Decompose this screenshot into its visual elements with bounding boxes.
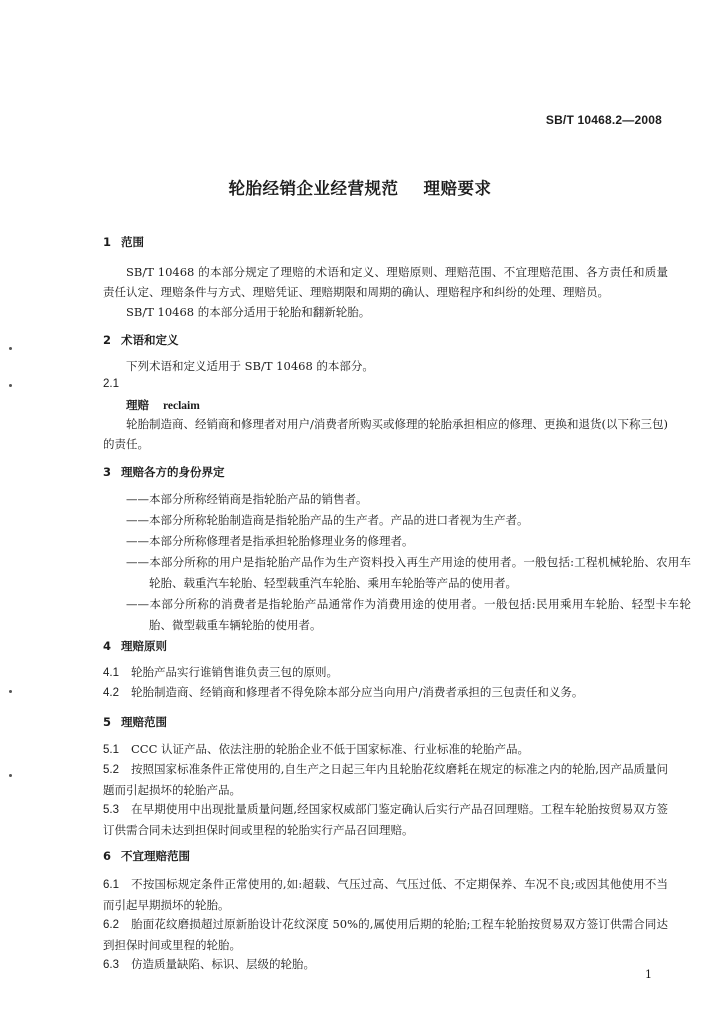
clause-number: 4.1 [103, 667, 119, 679]
section-3-heading [103, 464, 225, 480]
section-title: 理赔各方的身份界定 [121, 465, 225, 479]
clause-number: 5.2 [103, 764, 119, 776]
clause-number: 6.3 [103, 959, 119, 971]
clause-text: 胎面花纹磨损超过原新胎设计花纹深度 50%的,属使用后期的轮胎;工程车轮胎按贸易双方签订供需合同达到担保时间或里程的轮胎。 [103, 917, 668, 952]
clause-text: 仿造质量缺陷、标识、层级的轮胎。 [131, 957, 315, 971]
clause-4-1 [103, 662, 668, 683]
identity-item: ——本部分所称的用户是指轮胎产品作为生产资料投入再生产用途的使用者。一般包括:工程机械轮胎、农用车轮胎、载重汽车轮胎、轻型载重汽车轮胎、乘用车轮胎等产品的使用者。 [126, 555, 691, 590]
clause-4-2 [103, 682, 668, 703]
section-2-heading [103, 332, 179, 348]
scope-paragraph-1: SB/T 10468 的本部分规定了理赔的术语和定义、理赔原则、理赔范围、不宜理赔范围、各方责任和质量责任认定、理赔条件与方式、理赔凭证、理赔期限和周期的确认、理赔程序和纠纷的处理、理赔员。 [103, 265, 668, 299]
section-title: 术语和定义 [121, 333, 179, 347]
scan-speck [9, 347, 12, 350]
term-number: 2.1 [103, 378, 119, 390]
identity-item: ——本部分所称修理者是指承担轮胎修理业务的修理者。 [126, 534, 414, 548]
term-heading [126, 397, 200, 413]
page-number: 1 [645, 968, 652, 981]
clause-6-3 [103, 954, 668, 975]
section-title: 范围 [121, 235, 144, 249]
terms-intro: 下列术语和定义适用于 SB/T 10468 的本部分。 [126, 359, 374, 373]
section-6-heading [103, 848, 190, 864]
section-5-heading [103, 714, 167, 730]
clause-text: 在早期使用中出现批量质量问题,经国家权威部门鉴定确认后实行产品召回理赔。工程车轮胎按贸易双方签订供需合同未达到担保时间或里程的轮胎实行产品召回理赔。 [103, 802, 668, 837]
clause-number: 5.3 [103, 804, 119, 816]
section-number: 5 [103, 715, 112, 729]
clause-5-1 [103, 739, 668, 760]
clause-5-2 [103, 759, 668, 800]
section-title: 理赔原则 [121, 639, 167, 653]
clause-5-3 [103, 799, 668, 840]
scan-speck [9, 384, 12, 387]
term-definition: 轮胎制造商、经销商和修理者对用户/消费者所购买或修理的轮胎承担相应的修理、更换和退货(以下称三包)的责任。 [103, 417, 668, 451]
clause-6-2 [103, 914, 668, 955]
clause-text: 轮胎产品实行谁销售谁负责三包的原则。 [131, 665, 338, 679]
clause-text: 按照国家标准条件正常使用的,自生产之日起三年内且轮胎花纹磨耗在规定的标准之内的轮胎,因产品质量问题而引起损坏的轮胎产品。 [103, 762, 668, 797]
document-title: 轮胎经销企业经营规范 理赔要求 [228, 179, 492, 198]
clause-text: CCC 认证产品、依法注册的轮胎企业不低于国家标准、行业标准的轮胎产品。 [131, 742, 530, 756]
clause-number: 5.1 [103, 744, 119, 756]
scan-speck [9, 690, 12, 693]
scope-paragraph-2: SB/T 10468 的本部分适用于轮胎和翻新轮胎。 [126, 305, 371, 319]
section-number: 6 [103, 849, 112, 863]
clause-text: 轮胎制造商、经销商和修理者不得免除本部分应当向用户/消费者承担的三包责任和义务。 [131, 685, 584, 699]
term-english: reclaim [163, 400, 200, 412]
scan-speck [9, 774, 12, 777]
section-title: 不宜理赔范围 [121, 849, 190, 863]
section-number: 4 [103, 639, 112, 653]
identity-item: ——本部分所称轮胎制造商是指轮胎产品的生产者。产品的进口者视为生产者。 [126, 513, 529, 527]
standard-code: SB/T 10468.2—2008 [545, 113, 662, 127]
clause-number: 6.2 [103, 919, 119, 931]
section-number: 2 [103, 333, 112, 347]
section-title: 理赔范围 [121, 715, 167, 729]
clause-number: 6.1 [103, 879, 119, 891]
identity-item: ——本部分所称的消费者是指轮胎产品通常作为消费用途的使用者。一般包括:民用乘用车轮胎、轻型卡车轮胎、微型载重车辆轮胎的使用者。 [126, 597, 691, 632]
term-chinese: 理赔 [126, 398, 149, 412]
clause-text: 不按国标规定条件正常使用的,如:超载、气压过高、气压过低、不定期保养、车况不良;或因其他使用不当而引起早期损坏的轮胎。 [103, 877, 668, 912]
clause-number: 4.2 [103, 687, 119, 699]
identity-item: ——本部分所称经销商是指轮胎产品的销售者。 [126, 492, 368, 506]
section-4-heading [103, 638, 167, 654]
clause-6-1 [103, 874, 668, 915]
section-number: 1 [103, 235, 112, 249]
section-number: 3 [103, 465, 112, 479]
section-1-heading [103, 234, 144, 250]
